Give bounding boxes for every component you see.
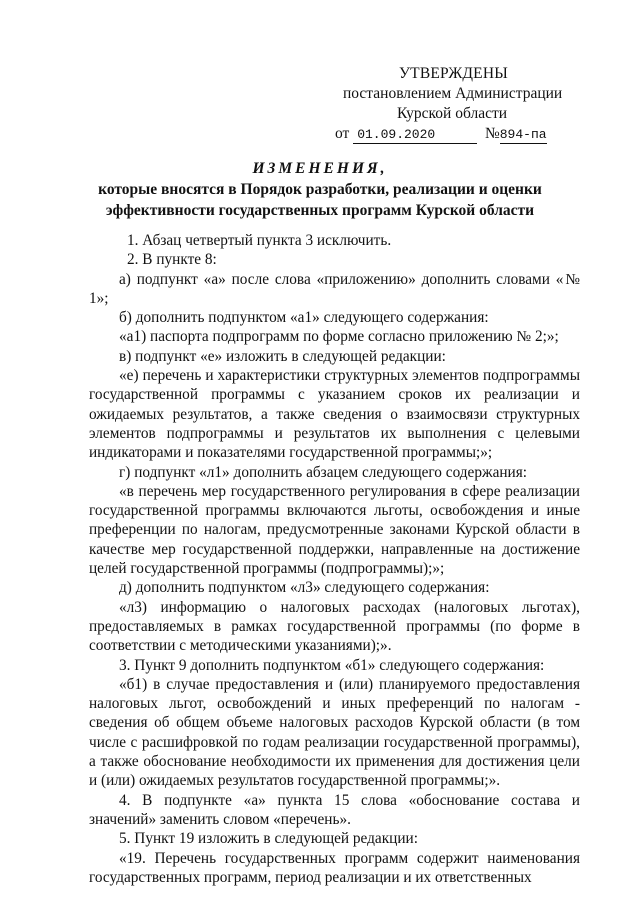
document-body	[89, 231, 580, 887]
approval-date-line	[335, 124, 585, 144]
paragraph-item-5: 5. Пункт 19 изложить в следующей редакции:	[119, 830, 418, 848]
paragraph-2e: д) дополнить подпунктом «л3» следующего содержания:	[119, 579, 490, 597]
paragraph-2e-quote: «л3) информацию о налоговых расходах (налоговых льготах), предоставляемых в рамках государственной программы (по форме в соответствии с методическими указаниями);».	[89, 598, 580, 655]
paragraph-2b: б) дополнить подпунктом «а1» следующего содержания:	[119, 309, 489, 327]
paragraph-2a: а) подпункт «а» после слова «приложению» дополнить словами «№ 1»;	[89, 270, 580, 307]
approval-line-resolution: постановлением Администрации	[343, 85, 563, 102]
title-subtitle-1: которые вносятся в Порядок разработки, реализации и оценки	[98, 181, 542, 198]
paragraph-2b-quote: «а1) паспорта подпрограмм по форме согласно приложению № 2;»;	[119, 328, 559, 346]
paragraph-2d: г) подпункт «л1» дополнить абзацем следующего содержания:	[119, 463, 528, 481]
approval-line-region: Курской области	[397, 105, 508, 122]
paragraph-item-5-quote: «19. Перечень государственных программ содержит наименования государственных программ, период реализации и их ответственных	[89, 849, 580, 886]
paragraph-item-3-quote: «б1) в случае предоставления и (или) планируемого предоставления налоговых льгот, освобождений и иных преференций по налогам - сведения об общем объеме налоговых расходов Курской области (в том числе с расшифровкой по годам реализации государственной программы), а также обоснование необходимости их применения для достижения цели и (или) ожидаемых результатов государственной программы;».	[89, 675, 580, 790]
paragraph-2c: в) подпункт «е» изложить в следующей редакции:	[119, 347, 446, 365]
approval-stamp	[335, 64, 585, 144]
paragraph-item-2: 2. В пункте 8:	[127, 251, 217, 269]
title-main: ИЗМЕНЕНИЯ,	[252, 160, 388, 177]
approval-date: 01.09.2020	[353, 127, 477, 144]
title-subtitle-2: эффективности государственных программ Курской области	[105, 202, 535, 219]
paragraph-2d-quote: «в перечень мер государственного регулирования в сфере реализации государственной программы включаются льготы, освобождения и иные преференции по налогам, предусмотренные законами Курской области в качестве мер государственной поддержки, направленные на достижение целей государственной программы (подпрограммы);»;	[89, 482, 580, 578]
paragraph-item-3: 3. Пункт 9 дополнить подпунктом «б1» следующего содержания:	[119, 656, 545, 674]
document-title	[80, 158, 560, 221]
date-prefix: от	[335, 125, 350, 142]
paragraph-item-4: 4. В подпункте «а» пункта 15 слова «обоснование состава и значений» заменить словом «перечень».	[89, 791, 580, 828]
approval-number: 894-па	[499, 127, 547, 142]
paragraph-2c-quote: «е) перечень и характеристики структурных элементов подпрограммы государственной программы с указанием сроков их реализации и ожидаемых результатов, а также сведения о взаимосвязи структурных элементов подпрограммы и результатов их выполнения с целевыми индикаторами и показателями государственной программы;»;	[89, 367, 580, 462]
number-prefix: №	[484, 125, 500, 142]
approval-heading: УТВЕРЖДЕНЫ	[399, 65, 508, 82]
paragraph-item-1: 1. Абзац четвертый пункта 3 исключить.	[127, 232, 392, 249]
